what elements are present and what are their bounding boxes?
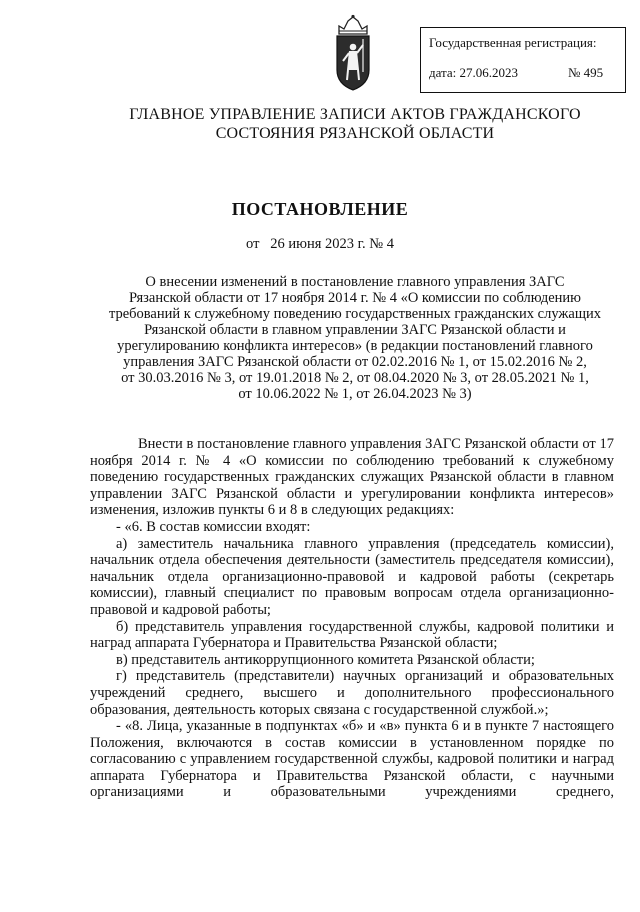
item-6-heading: - «6. В состав комиссии входят: <box>116 518 311 535</box>
organization-name <box>90 105 620 143</box>
subject-line: управления ЗАГС Рязанской области от 02.02.2016 № 1, от 15.02.2016 № 2, <box>123 354 587 370</box>
subject-line: Рязанской области от 17 ноября 2014 г. № 4 «О комиссии по соблюдению <box>129 290 581 306</box>
organization-line: ГЛАВНОЕ УПРАВЛЕНИЕ ЗАПИСИ АКТОВ ГРАЖДАНСКОГО <box>129 106 581 123</box>
subject-line: О внесении изменений в постановление главного управления ЗАГС <box>145 274 565 290</box>
document-body <box>90 436 614 801</box>
registration-stamp <box>420 27 626 93</box>
registration-date: дата: 27.06.2023 <box>429 65 519 80</box>
subject-line: урегулированию конфликта интересов» (в редакции постановлений главного <box>117 338 593 354</box>
item-6-v-paragraph: в) представитель антикоррупционного комитета Рязанской области; <box>116 651 535 668</box>
subject-line: от 10.06.2022 № 1, от 26.04.2023 № 3) <box>238 386 472 402</box>
item-6-g-paragraph: г) представитель (представители) научных организаций и образовательных учреждений среднего, высшего и дополнительного профессионального образования, деятельность которых связана с государственной службой.»; <box>90 668 614 718</box>
registration-number: № 495 <box>568 65 604 80</box>
subject-line: от 30.03.2016 № 3, от 19.01.2018 № 2, от 08.04.2020 № 3, от 28.05.2021 № 1, <box>121 370 589 386</box>
item-6-a-paragraph: а) заместитель начальника главного управления (председатель комиссии), начальник отдела обеспечения деятельности (заместитель председателя комиссии), начальник отдела организационно-правовой и кадровой работы (секретарь комиссии), главный специалист по правовым вопросам отдела организационно-правовой и кадровой работы; <box>90 535 614 618</box>
registration-label: Государственная регистрация: <box>429 35 597 50</box>
coat-of-arms-icon <box>330 14 376 92</box>
body-intro-paragraph: Внести в постановление главного управления ЗАГС Рязанской области от 17 ноября 2014 г. № 4 «О комиссии по соблюдению требований к служебному поведению государственных гражданских служащих Рязанской области в главном управлении ЗАГС Рязанской области и урегулировании конфликта интересов» изменения, изложив пункты 6 и 8 в следующих редакциях: <box>90 436 614 519</box>
item-8-paragraph: - «8. Лица, указанные в подпунктах «б» и «в» пункта 6 и в пункте 7 настоящего Положения, включаются в состав комиссии в установленном порядке по согласованию с управлением государственной службы, кадровой политики и наград аппарата Губернатора и Правительства Рязанской области, с научными организациями и образовательными учреждениями среднего, <box>90 718 614 801</box>
document-title: ПОСТАНОВЛЕНИЕ <box>231 199 409 219</box>
subject-line: требований к служебному поведению государственных гражданских служащих <box>108 306 602 322</box>
document-subject <box>96 274 614 402</box>
item-6-b-paragraph: б) представитель управления государственной службы, кадровой политики и наград аппарата Губернатора и Правительства Рязанской области; <box>90 618 614 652</box>
document-date: от 26 июня 2023 г. № 4 <box>246 236 394 252</box>
organization-line: СОСТОЯНИЯ РЯЗАНСКОЙ ОБЛАСТИ <box>215 125 495 142</box>
subject-line: Рязанской области в главном управлении ЗАГС Рязанской области и <box>144 322 566 338</box>
